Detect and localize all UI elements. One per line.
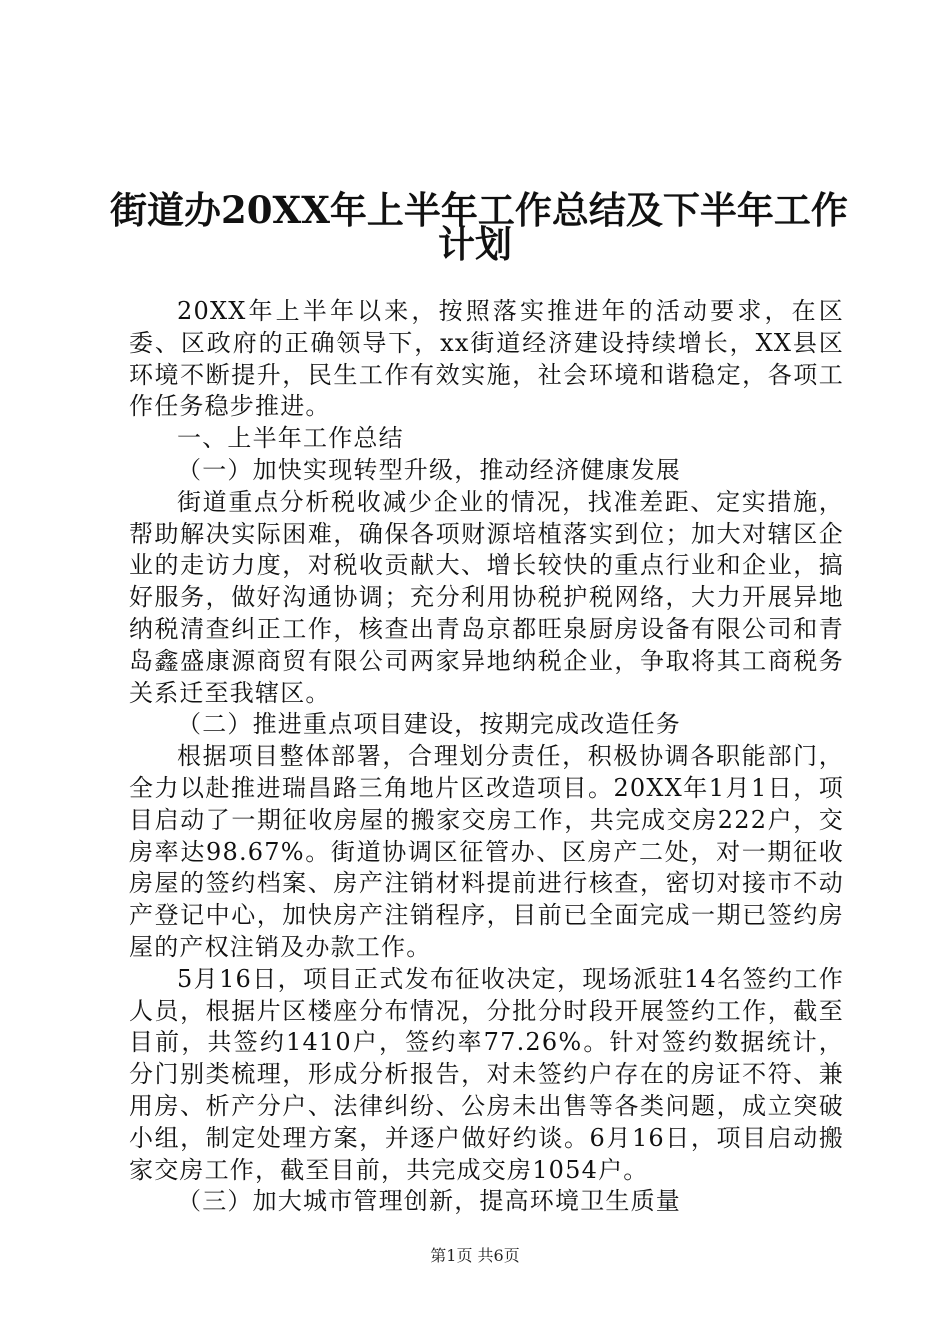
document-title-line1: 街道办20XX年上半年工作总结及下半年工作: [110, 188, 848, 232]
body-paragraph: 街道重点分析税收减少企业的情况，找准差距、定实措施，帮助解决实际困难，确保各项财源培植落实到位；加大对辖区企业的走访力度，对税收贡献大、增长较快的重点行业和企业，搞好服务，做好沟通协调；充分利用协税护税网络，大力开展异地纳税清查纠正工作，核查出青岛京都旺泉厨房设备有限公司和青岛鑫盛康源商贸有限公司两家异地纳税企业，争取将其工商税务关系迁至我辖区。: [129, 487, 844, 707]
subsection-heading-2: （二）推进重点项目建设，按期完成改造任务: [177, 710, 681, 739]
subsection-heading-3: （三）加大城市管理创新，提高环境卫生质量: [177, 1187, 681, 1216]
intro-paragraph: 20XX年上半年以来，按照落实推进年的活动要求，在区委、区政府的正确领导下，xx街道经济建设持续增长，XX县区环境不断提升，民生工作有效实施，社会环境和谐稳定，各项工作任务稳步推进。: [129, 297, 844, 421]
body-paragraph: 根据项目整体部署，合理划分责任，积极协调各职能部门，全力以赴推进瑞昌路三角地片区改造项目。20XX年1月1日，项目启动了一期征收房屋的搬家交房工作，共完成交房222户，交房率达98.67%。街道协调区征管办、区房产二处，对一期征收房屋的签约档案、房产注销材料提前进行核查，密切对接市不动产登记中心，加快房产注销程序，目前已全面完成一期已签约房屋的产权注销及办款工作。: [129, 742, 844, 961]
body-paragraph: 5月16日，项目正式发布征收决定，现场派驻14名签约工作人员，根据片区楼座分布情况，分批分时段开展签约工作，截至目前，共签约1410户，签约率77.26%。针对签约数据统计，分门别类梳理，形成分析报告，对未签约户存在的房证不符、兼用房、析产分户、法律纠纷、公房未出售等各类问题，成立突破小组，制定处理方案，并逐户做好约谈。6月16日，项目启动搬家交房工作，截至目前，共完成交房1054户。: [129, 964, 844, 1184]
subsection-heading-1: （一）加快实现转型升级，推动经济健康发展: [177, 455, 681, 484]
page-number-footer: 第1页 共6页: [430, 1246, 520, 1265]
document-title-line2: 计划: [438, 222, 512, 266]
document-body: [129, 296, 844, 1218]
section-heading-1: 一、上半年工作总结: [177, 424, 404, 453]
